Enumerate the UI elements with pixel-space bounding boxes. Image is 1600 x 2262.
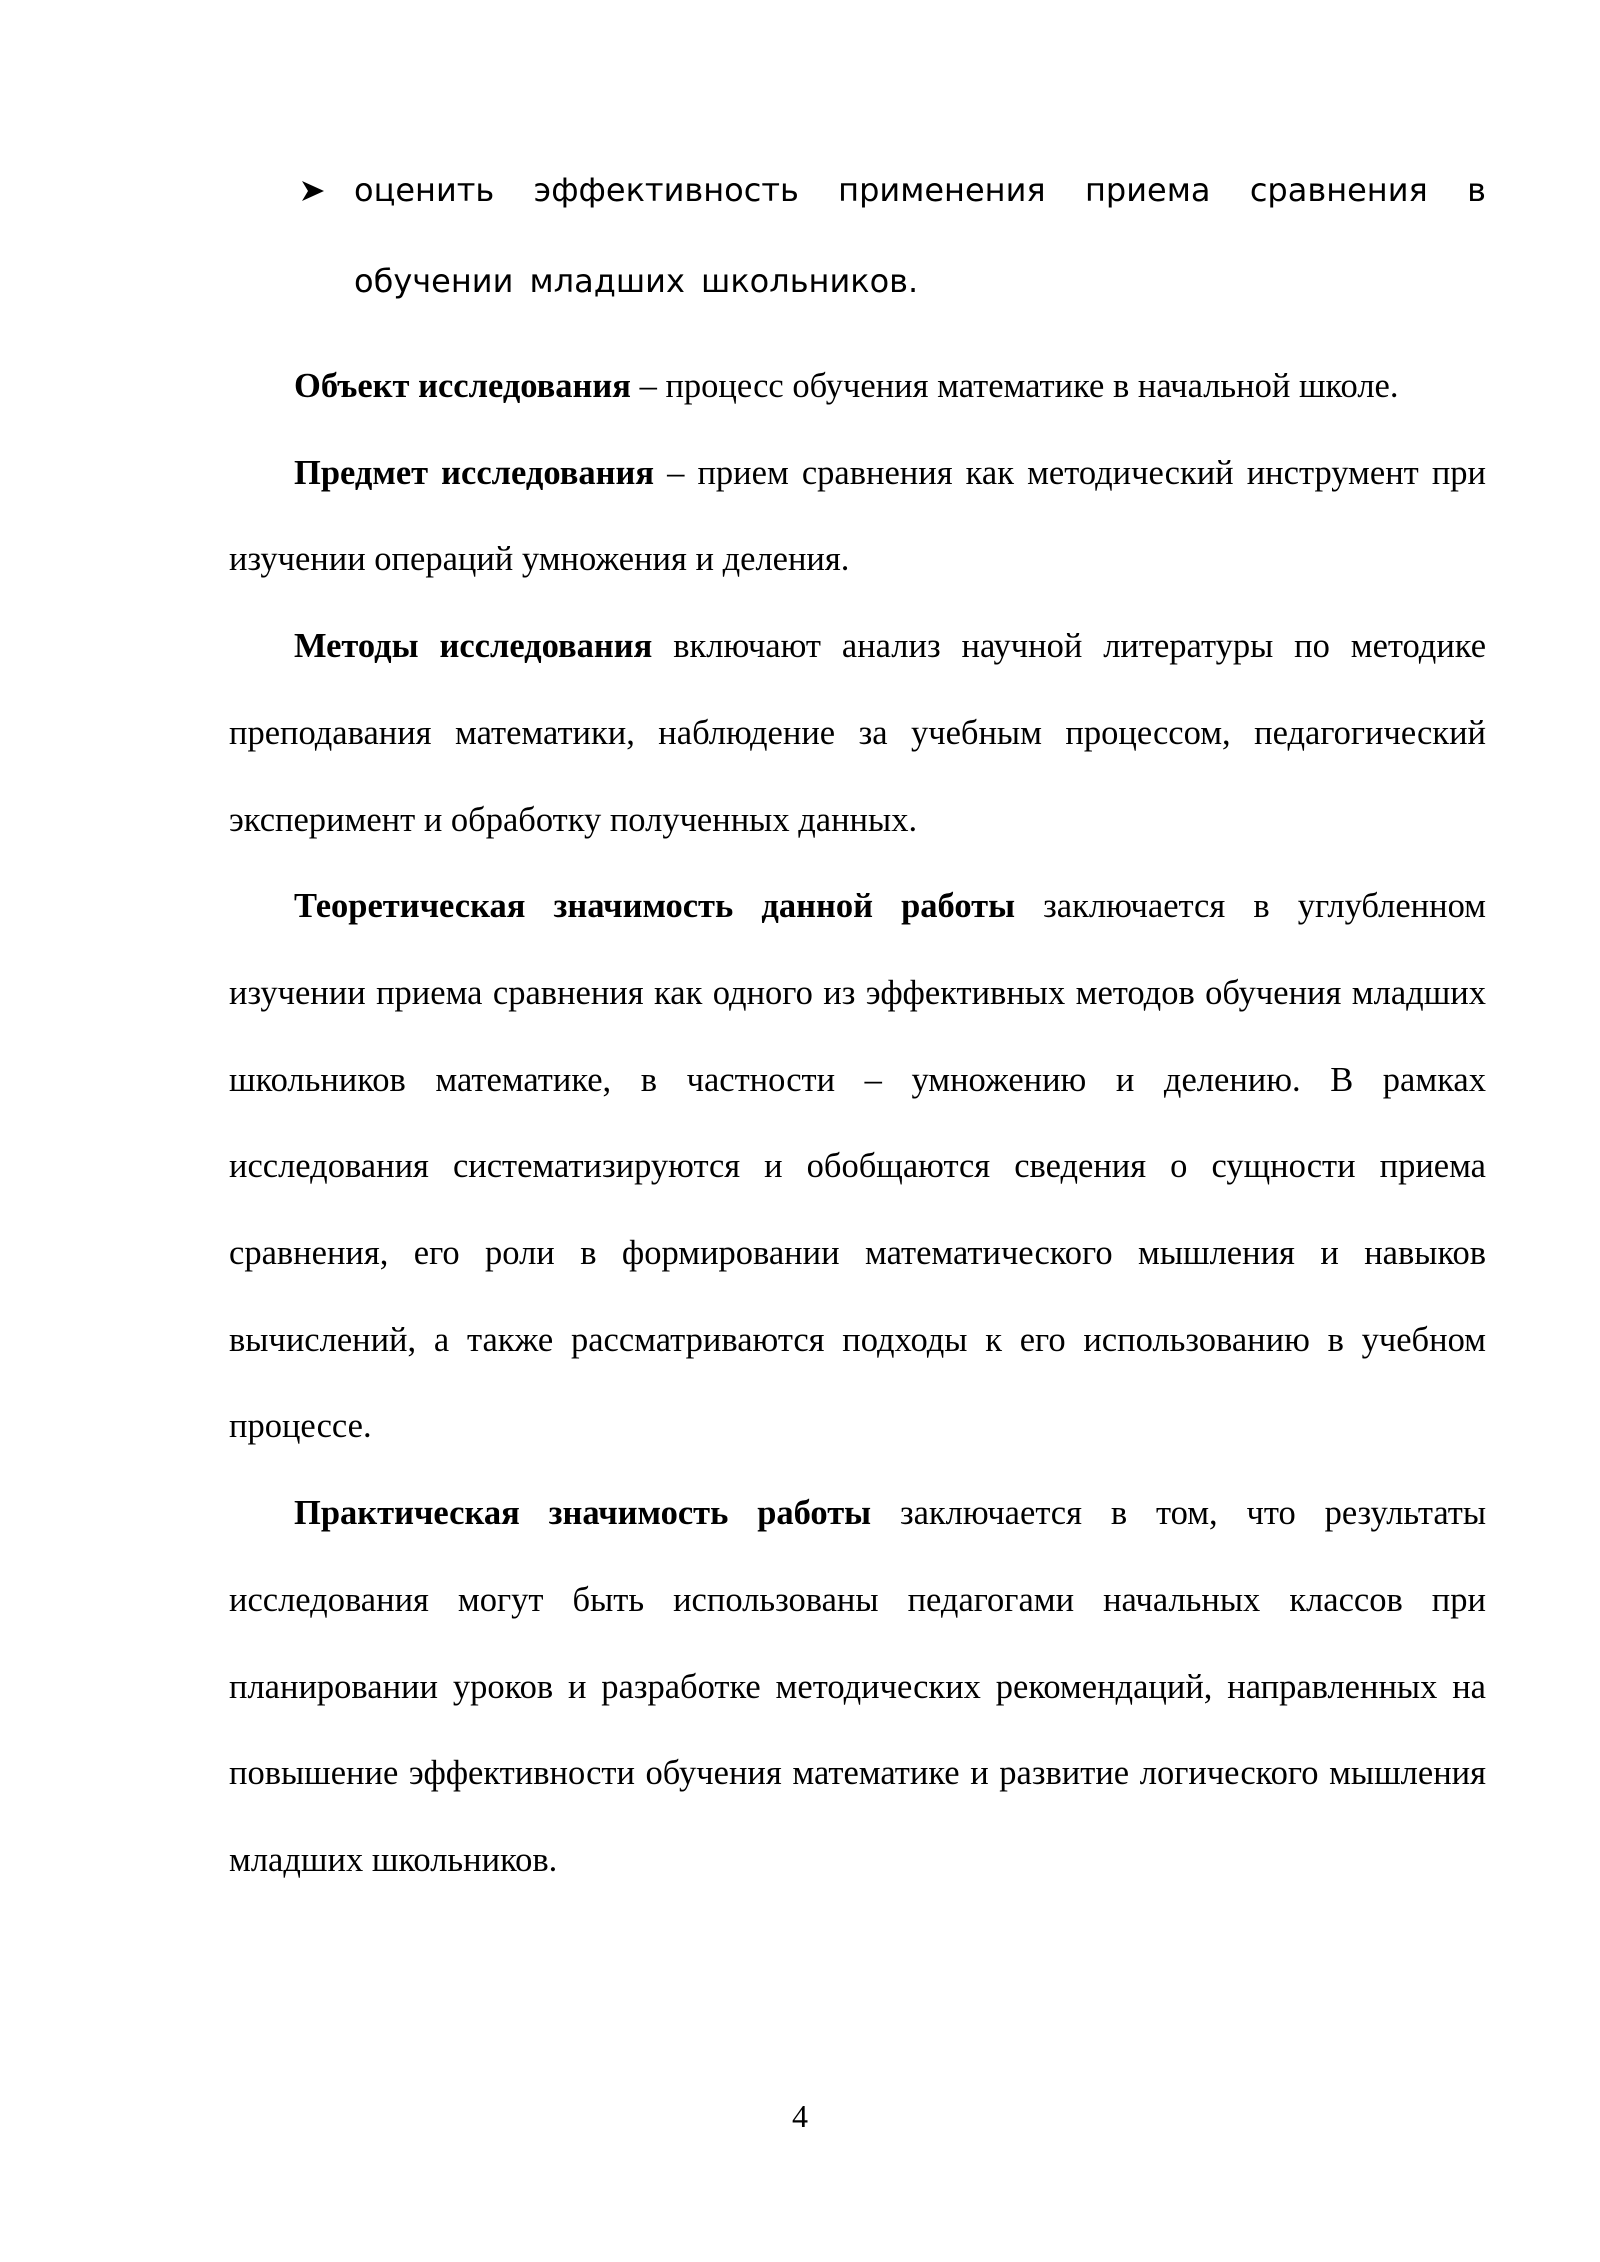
paragraph-text: включают анализ научной литературы по методике преподавания математики, наблюдение за учебным процессом, педагогический эксперимент и обработку полученных данных. bbox=[229, 627, 1487, 839]
paragraph-heading: Методы исследования bbox=[294, 627, 653, 666]
bullet-list-item bbox=[300, 145, 1486, 327]
paragraph-text: – процесс обучения математике в начальной школе. bbox=[630, 367, 1399, 405]
paragraph-heading: Теоретическая значимость данной работы bbox=[294, 887, 1016, 926]
paragraph-heading: Предмет исследования bbox=[294, 453, 655, 492]
paragraph-text: заключается в том, что результаты исследования могут быть использованы педагогами начальных классов при планировании уроков и разработке методических рекомендаций, направленных на повышение эффективности обучения математике и развитие логического мышления младших школьников. bbox=[229, 1494, 1487, 1879]
paragraph-practical-significance bbox=[229, 1470, 1486, 1904]
body-text bbox=[229, 343, 1486, 1904]
paragraph-heading: Практическая значимость работы bbox=[294, 1494, 872, 1533]
bullet-text: оценить эффективность применения приема сравнения в обучении младших школьников. bbox=[354, 171, 1486, 300]
page-number: 4 bbox=[792, 2098, 808, 2134]
paragraph-object bbox=[229, 343, 1486, 430]
paragraph-text: заключается в углубленном изучении приема сравнения как одного из эффективных методов обучения младших школьников математике, в частности – умножению и делению. В рамках исследования систематизируются и обобщаются сведения о сущности приема сравнения, его роли в формировании математического мышления и навыков вычислений, а также рассматриваются подходы к его использованию в учебном процессе. bbox=[229, 887, 1486, 1446]
paragraph-methods bbox=[229, 603, 1486, 863]
paragraph-theoretical-significance bbox=[229, 863, 1486, 1470]
paragraph-text: – прием сравнения как методический инструмент при изучении операций умножения и деления. bbox=[229, 453, 1486, 579]
paragraph-subject bbox=[229, 430, 1486, 603]
paragraph-heading: Объект исследования bbox=[294, 367, 631, 405]
arrowhead-bullet-icon bbox=[300, 145, 354, 236]
